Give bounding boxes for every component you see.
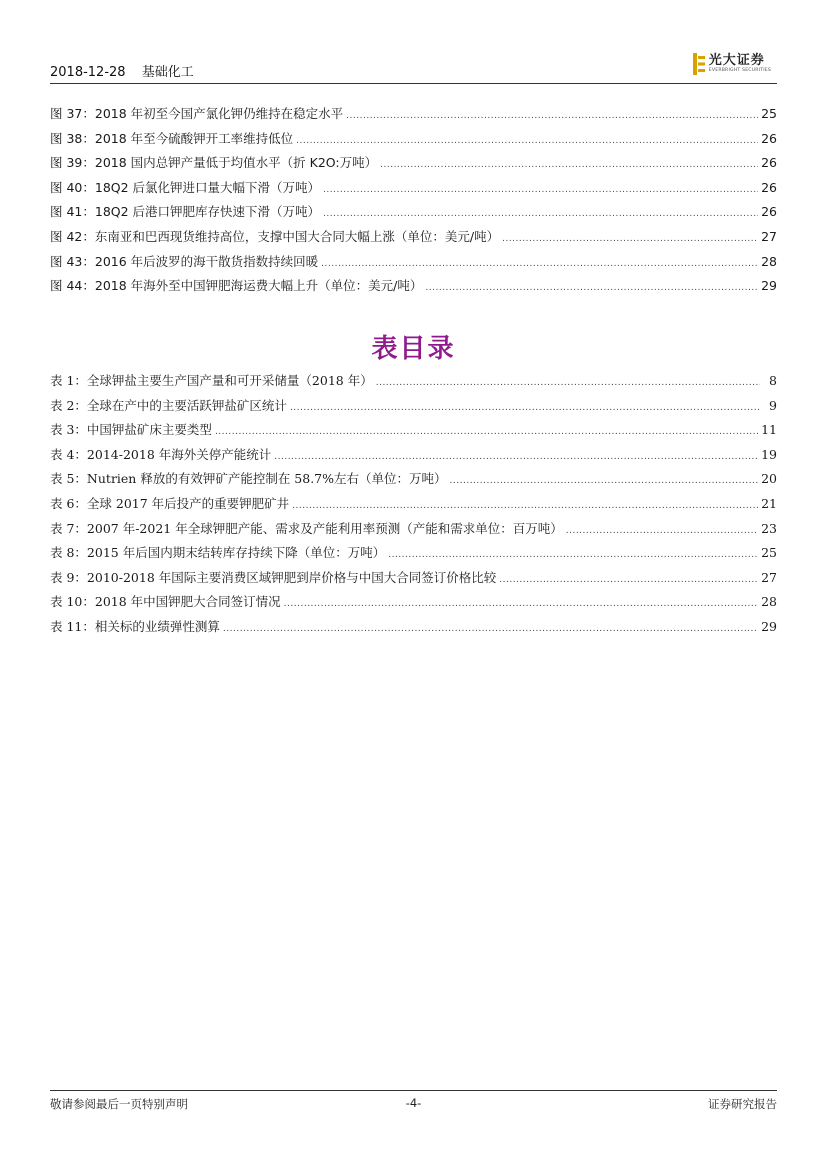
table-entry[interactable] bbox=[50, 396, 777, 421]
entry-label: 表 5：Nutrien 释放的有效钾矿产能控制在 58.7%左右（单位：万吨） bbox=[50, 471, 447, 487]
header-divider bbox=[50, 83, 777, 84]
logo-cn-text: 光大证券 bbox=[708, 53, 765, 69]
entry-page: 25 bbox=[761, 106, 777, 121]
dot-leader bbox=[323, 185, 758, 195]
footer-divider bbox=[50, 1090, 777, 1091]
entry-label: 图 44：2018 年海外至中国钾肥海运费大幅上升（单位：美元/吨） bbox=[50, 278, 423, 294]
table-entry[interactable] bbox=[50, 420, 777, 445]
figure-entry[interactable] bbox=[50, 202, 777, 227]
dot-leader bbox=[215, 427, 758, 437]
dot-leader bbox=[499, 575, 758, 585]
dot-leader bbox=[380, 160, 758, 170]
entry-label: 表 10：2018 年中国钾肥大合同签订情况 bbox=[50, 594, 281, 610]
entry-label: 表 8：2015 年后国内期末结转库存持续下降（单位：万吨） bbox=[50, 545, 386, 561]
entry-label: 表 9：2010-2018 年国际主要消费区域钾肥到岸价格与中国大合同签订价格比较 bbox=[50, 569, 497, 585]
entry-page: 21 bbox=[761, 495, 777, 511]
dot-leader bbox=[425, 283, 758, 293]
entry-page: 11 bbox=[761, 422, 777, 438]
entry-page: 29 bbox=[761, 278, 777, 294]
table-entry[interactable] bbox=[50, 445, 777, 470]
table-entry[interactable] bbox=[50, 617, 777, 642]
entry-page: 25 bbox=[761, 545, 777, 561]
header-info bbox=[50, 61, 206, 80]
entry-page: 23 bbox=[761, 520, 777, 536]
dot-leader bbox=[388, 550, 758, 560]
table-list bbox=[50, 371, 777, 642]
figure-list bbox=[50, 104, 777, 301]
table-entry[interactable] bbox=[50, 469, 777, 494]
entry-page: 20 bbox=[761, 471, 777, 487]
dot-leader bbox=[223, 624, 758, 634]
dot-leader bbox=[274, 452, 758, 462]
dot-leader bbox=[376, 378, 760, 388]
entry-label: 图 38：2018 年至今硫酸钾开工率维持低位 bbox=[50, 130, 294, 146]
dot-leader bbox=[502, 234, 758, 244]
entry-label: 图 43：2016 年后波罗的海干散货指数持续回暖 bbox=[50, 253, 319, 269]
entry-label: 表 2：全球在产中的主要活跃钾盐矿区统计 bbox=[50, 397, 287, 413]
entry-page: 27 bbox=[761, 228, 777, 244]
report-type: 证券研究报告 bbox=[708, 1097, 777, 1111]
entry-page: 26 bbox=[761, 130, 777, 146]
entry-page: 19 bbox=[761, 446, 777, 462]
figure-entry[interactable] bbox=[50, 178, 777, 203]
entry-label: 表 7：2007 年-2021 年全球钾肥产能、需求及产能利用率预测（产能和需求单位：百万吨） bbox=[50, 520, 563, 536]
entry-label: 表 6：全球 2017 年后投产的重要钾肥矿井 bbox=[50, 495, 290, 511]
entry-page: 27 bbox=[761, 569, 777, 585]
dot-leader bbox=[450, 476, 759, 486]
entry-label: 表 4：2014-2018 年海外关停产能统计 bbox=[50, 446, 272, 462]
page-header bbox=[50, 50, 777, 84]
entry-label: 图 41：18Q2 后港口钾肥库存快速下滑（万吨） bbox=[50, 204, 321, 220]
entry-label: 表 3：中国钾盐矿床主要类型 bbox=[50, 422, 212, 438]
entry-label: 表 11：相关标的业绩弹性测算 bbox=[50, 618, 220, 634]
table-entry[interactable] bbox=[50, 592, 777, 617]
figure-entry[interactable] bbox=[50, 129, 777, 154]
figure-entry[interactable] bbox=[50, 252, 777, 277]
disclaimer-note: 敬请参阅最后一页特别声明 bbox=[50, 1097, 188, 1111]
logo-mark-icon bbox=[693, 53, 705, 75]
table-section-title: 表目录 bbox=[371, 334, 456, 364]
entry-page: 28 bbox=[761, 594, 777, 610]
table-entry[interactable] bbox=[50, 494, 777, 519]
dot-leader bbox=[290, 403, 760, 413]
entry-label: 图 37：2018 年初至今国产氯化钾仍维持在稳定水平 bbox=[50, 106, 344, 121]
entry-label: 图 39：2018 国内总钾产量低于均值水平（折 K2O:万吨） bbox=[50, 155, 378, 171]
report-date: 2018-12-28 bbox=[50, 65, 126, 80]
figure-entry[interactable] bbox=[50, 227, 777, 252]
entry-label: 表 1：全球钾盐主要生产国产量和可开采储量（2018 年） bbox=[50, 373, 373, 388]
table-entry[interactable] bbox=[50, 543, 777, 568]
table-entry[interactable] bbox=[50, 519, 777, 544]
figure-entry[interactable] bbox=[50, 153, 777, 178]
entry-page: 8 bbox=[769, 373, 777, 388]
logo-en-text: EVERBRIGHT SECURITIES bbox=[708, 68, 771, 74]
entry-page: 26 bbox=[761, 155, 777, 171]
report-sector: 基础化工 bbox=[141, 65, 194, 80]
dot-leader bbox=[346, 111, 758, 121]
table-entry[interactable] bbox=[50, 568, 777, 593]
entry-label: 图 40：18Q2 后氯化钾进口量大幅下滑（万吨） bbox=[50, 179, 321, 195]
dot-leader bbox=[323, 209, 758, 219]
entry-label: 图 42：东南亚和巴西现货维持高位，支撑中国大合同大幅上涨（单位：美元/吨） bbox=[50, 228, 500, 244]
page-number: -4- bbox=[405, 1096, 422, 1110]
dot-leader bbox=[566, 526, 758, 536]
table-entry[interactable] bbox=[50, 371, 777, 396]
entry-page: 29 bbox=[761, 618, 777, 634]
dot-leader bbox=[292, 501, 758, 511]
figure-entry[interactable] bbox=[50, 276, 777, 301]
page-footer bbox=[50, 1090, 777, 1116]
dot-leader bbox=[321, 259, 758, 269]
entry-page: 9 bbox=[769, 397, 777, 413]
figure-entry[interactable] bbox=[50, 104, 777, 129]
entry-page: 28 bbox=[761, 253, 777, 269]
company-logo bbox=[693, 50, 771, 78]
entry-page: 26 bbox=[761, 179, 777, 195]
dot-leader bbox=[284, 599, 758, 609]
dot-leader bbox=[296, 136, 758, 146]
entry-page: 26 bbox=[761, 204, 777, 220]
